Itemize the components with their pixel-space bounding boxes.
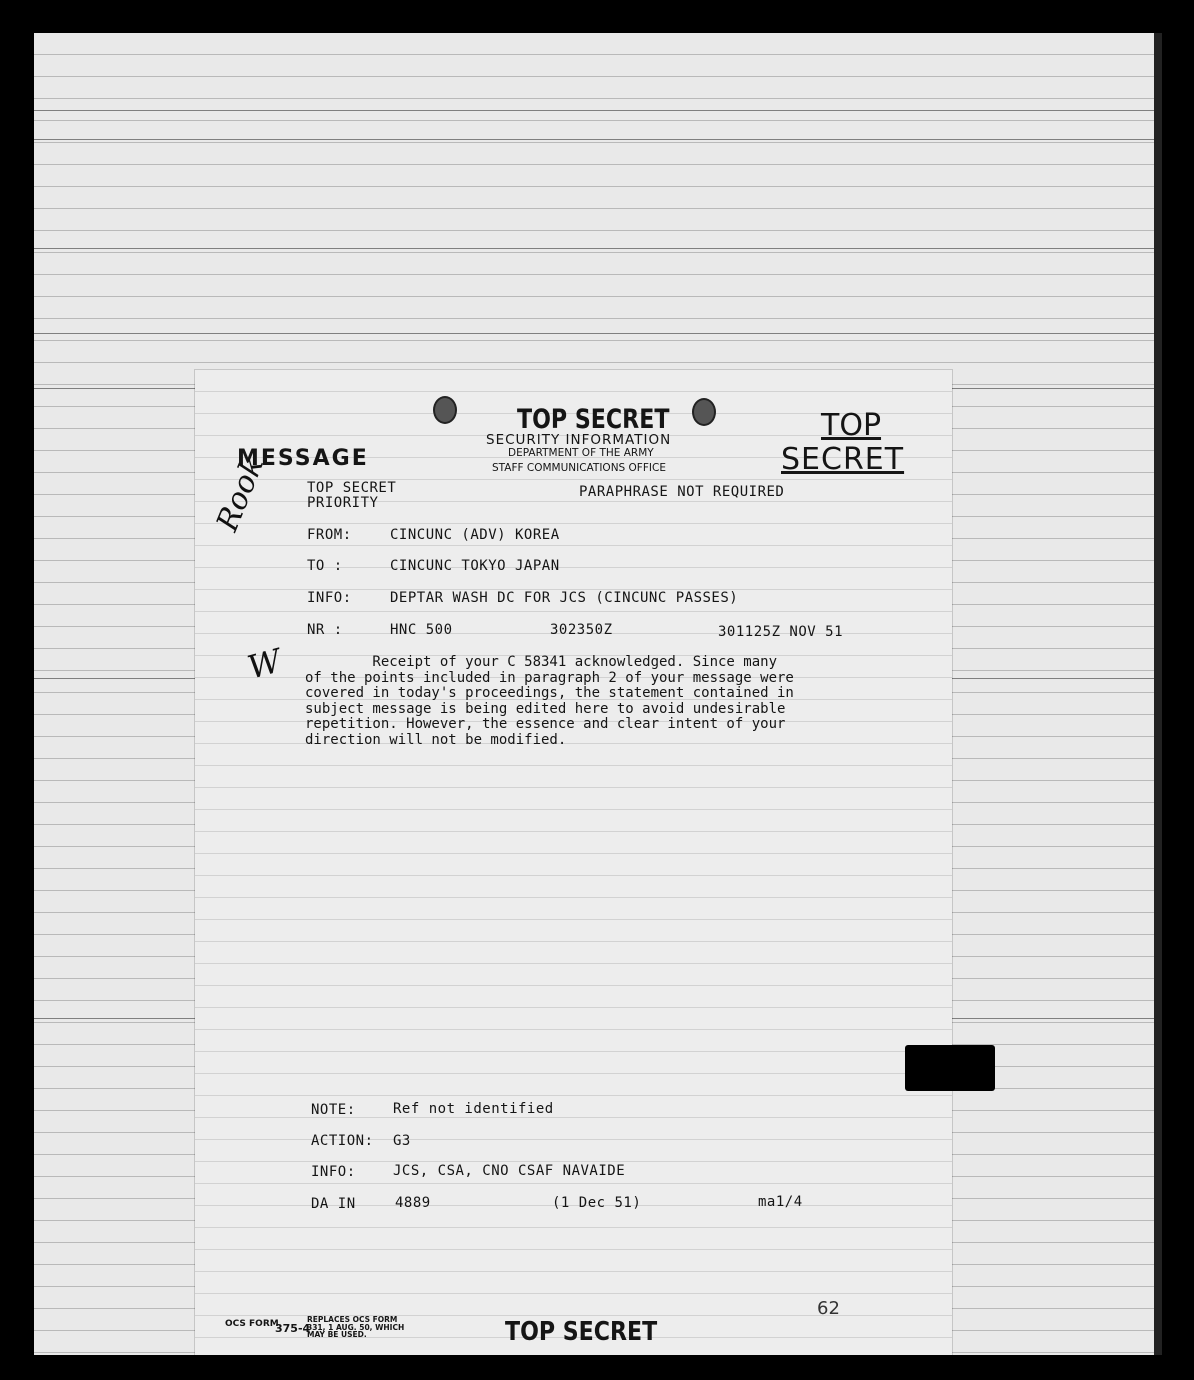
handwritten-annotation-1: Rook: [210, 451, 272, 537]
security-information: SECURITY INFORMATION: [486, 432, 672, 448]
from-value: CINCUNC (ADV) KOREA: [390, 527, 560, 543]
footer-info-label: INFO:: [311, 1164, 356, 1180]
initials: ma1/4: [758, 1194, 803, 1210]
punch-hole-right: [692, 398, 716, 426]
nr-label: NR :: [307, 622, 343, 638]
nr-value: HNC 500: [390, 622, 453, 638]
classification-heading: TOP SECRET: [517, 404, 670, 435]
to-value: CINCUNC TOKYO JAPAN: [390, 558, 560, 574]
paraphrase-line: PARAPHRASE NOT REQUIRED: [579, 484, 785, 500]
message-body: Receipt of your C 58341 acknowledged. Since many of the points included in paragraph 2 of your message were covered in today's proceedings, the statement contained in subject message is being edited here to avoid undesirable repetition. However, the essence and clear intent of your direction will not be modified.: [305, 654, 794, 748]
form-label: OCS FORM: [225, 1319, 279, 1329]
note-label: NOTE:: [311, 1102, 356, 1118]
office-name: STAFF COMMUNICATIONS OFFICE: [492, 462, 666, 474]
classification-line: TOP SECRET: [307, 480, 397, 496]
film-edge: [1154, 33, 1162, 1355]
da-in-label: DA IN: [311, 1196, 356, 1212]
action-label: ACTION:: [311, 1133, 374, 1149]
bottom-classification: TOP SECRET: [505, 1317, 658, 1347]
info-label: INFO:: [307, 590, 352, 606]
punch-hole-left: [433, 396, 457, 424]
redaction-mark: [905, 1045, 995, 1091]
stamp-top: TOP: [821, 408, 882, 443]
to-label: TO :: [307, 558, 343, 574]
department-name: DEPARTMENT OF THE ARMY: [508, 447, 654, 459]
action-value: G3: [393, 1133, 411, 1149]
da-in-date: (1 Dec 51): [552, 1195, 642, 1211]
form-number: 375-4: [275, 1322, 311, 1335]
date-time-group-1: 302350Z: [550, 622, 613, 638]
form-replaces-note: REPLACES OCS FORM 331, 1 AUG. 50, WHICH MAY BE USED.: [307, 1315, 405, 1339]
note-value: Ref not identified: [393, 1101, 554, 1117]
date-time-group-2: 301125Z NOV 51: [718, 624, 844, 640]
precedence-line: PRIORITY: [307, 495, 379, 511]
from-label: FROM:: [307, 527, 352, 543]
page-number: 62: [817, 1298, 840, 1319]
da-in-value: 4889: [395, 1195, 431, 1211]
info-value: DEPTAR WASH DC FOR JCS (CINCUNC PASSES): [390, 590, 739, 606]
message-label: MESSAGE: [237, 446, 369, 471]
message-form-sheet: [195, 370, 952, 1355]
scanned-film-frame: [34, 33, 1162, 1355]
stamp-secret: SECRET: [781, 442, 905, 477]
handwritten-annotation-2: W: [243, 641, 286, 687]
footer-info-value: JCS, CSA, CNO CSAF NAVAIDE: [393, 1163, 626, 1179]
